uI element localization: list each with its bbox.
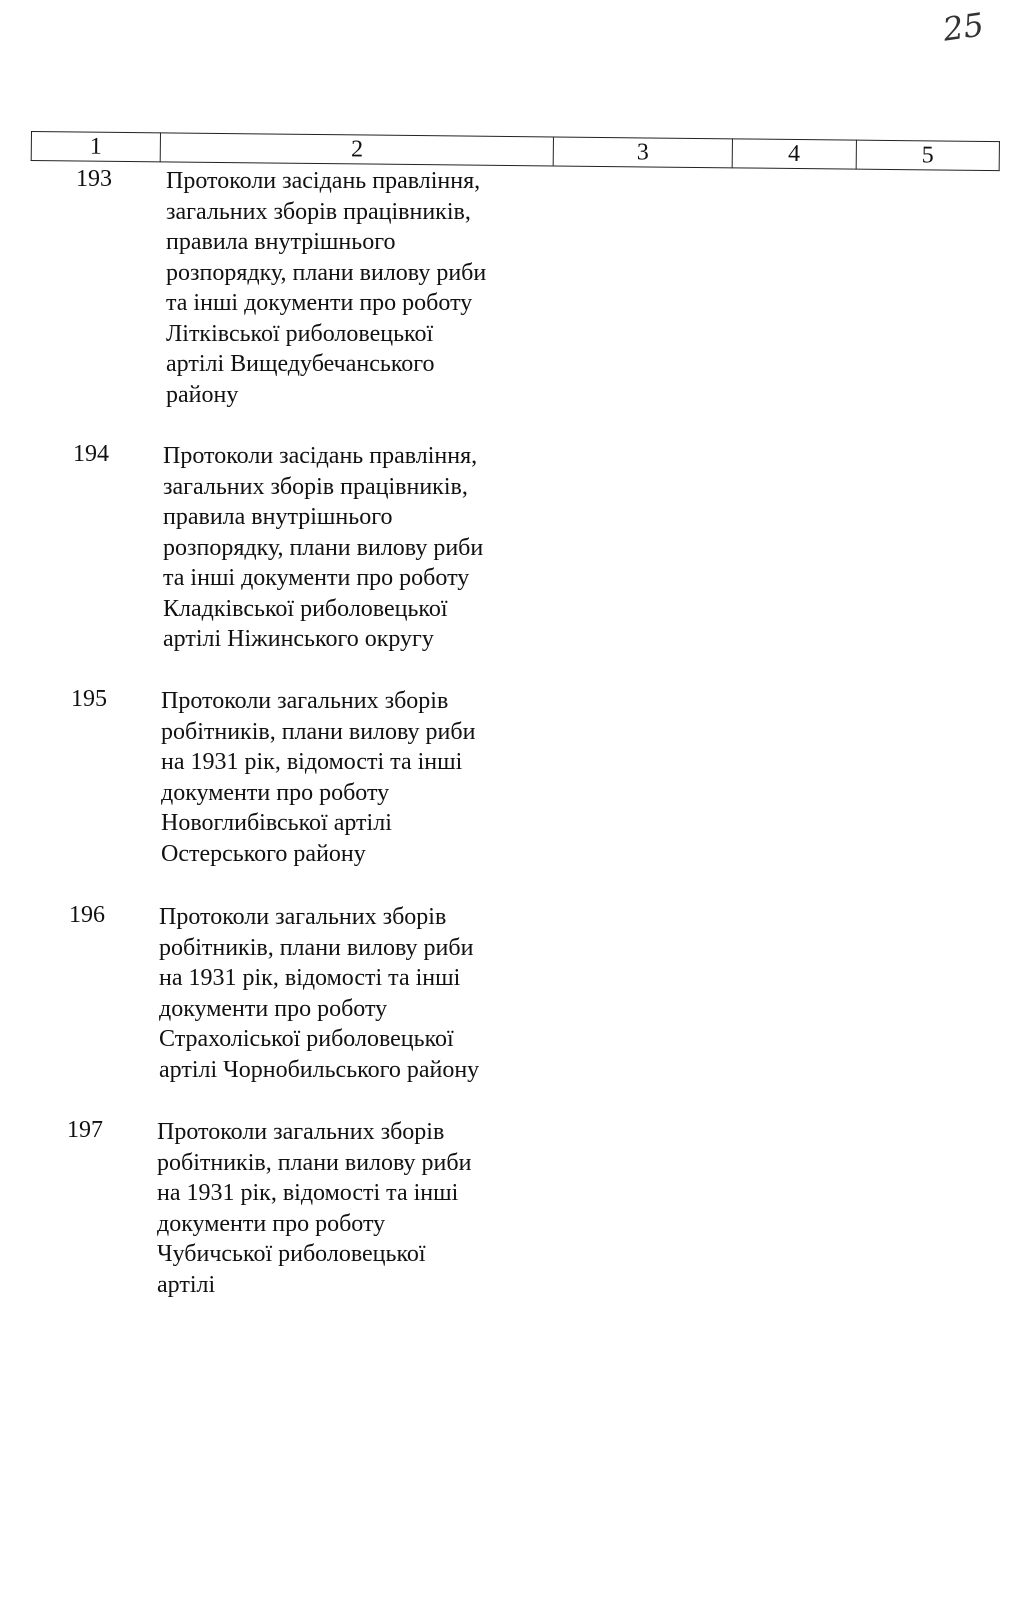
description-line: на 1931 рік, відомості та інші [159,965,461,991]
description-line: артілі Вищедубечанського [166,351,435,377]
entry-number: 196 [69,902,105,928]
description-line: робітників, плани вилову риби [161,718,476,745]
description-line: Страхоліської риболовецької [159,1026,454,1052]
description-line: Протоколи загальних зборів [157,1119,445,1145]
column-header-4: 4 [732,139,856,169]
description-line: загальних зборів працівників, [163,473,468,500]
column-header-2: 2 [160,133,554,166]
description-line: та інші документи про роботу [163,565,470,591]
page-number: 25 [940,5,987,49]
column-header-row [31,132,999,171]
column-header-1: 1 [31,132,160,162]
description-line: Протоколи загальних зборів [159,904,447,930]
description-line: артілі [157,1271,216,1298]
description-line: району [166,381,239,408]
entry-number: 193 [76,166,112,192]
description-line: загальних зборів працівників, [166,198,471,225]
description-line: розпорядку, плани вилову риби [166,259,487,286]
description-line: правила внутрішнього [166,229,396,255]
description-line: на 1931 рік, відомості та інші [157,1180,459,1206]
entry-row [76,166,538,410]
description-line: артілі Чорнобильського району [159,1056,480,1083]
description-line: розпорядку, плани вилову риби [163,534,484,561]
entry-row [73,441,535,655]
column-header-3: 3 [553,137,732,168]
entry-row [67,1117,529,1300]
description-line: документи про роботу [157,1210,386,1237]
description-line: Остерського району [161,840,366,867]
description-line: правила внутрішнього [163,504,393,530]
entry-number: 197 [67,1117,103,1143]
description-line: та інші документи про роботу [166,290,473,316]
entry-description [159,902,531,1085]
entry-number: 195 [71,686,107,712]
description-line: документи про роботу [159,995,388,1022]
entry-row [69,902,531,1085]
description-line: артілі Ніжинського округу [163,626,434,652]
description-line: документи про роботу [161,779,390,806]
description-line: Чубичської риболовецької [157,1241,426,1267]
entry-number: 194 [73,441,109,467]
description-line: робітників, плани вилову риби [157,1149,472,1176]
description-line: Протоколи засідань правління, [163,443,478,469]
entry-description [161,686,533,869]
description-line: Протоколи загальних зборів [161,688,449,714]
column-header-5: 5 [856,140,999,170]
entry-description [166,166,538,410]
description-line: на 1931 рік, відомості та інші [161,749,463,775]
entry-row [71,686,533,869]
description-line: Літківської риболовецької [166,320,434,347]
entry-description [157,1117,529,1300]
description-line: Новоглибівської артілі [161,810,392,836]
description-line: робітників, плани вилову риби [159,934,474,961]
entry-description [163,441,535,655]
description-line: Кладківської риболовецької [163,595,448,622]
description-line: Протоколи засідань правління, [166,168,481,194]
